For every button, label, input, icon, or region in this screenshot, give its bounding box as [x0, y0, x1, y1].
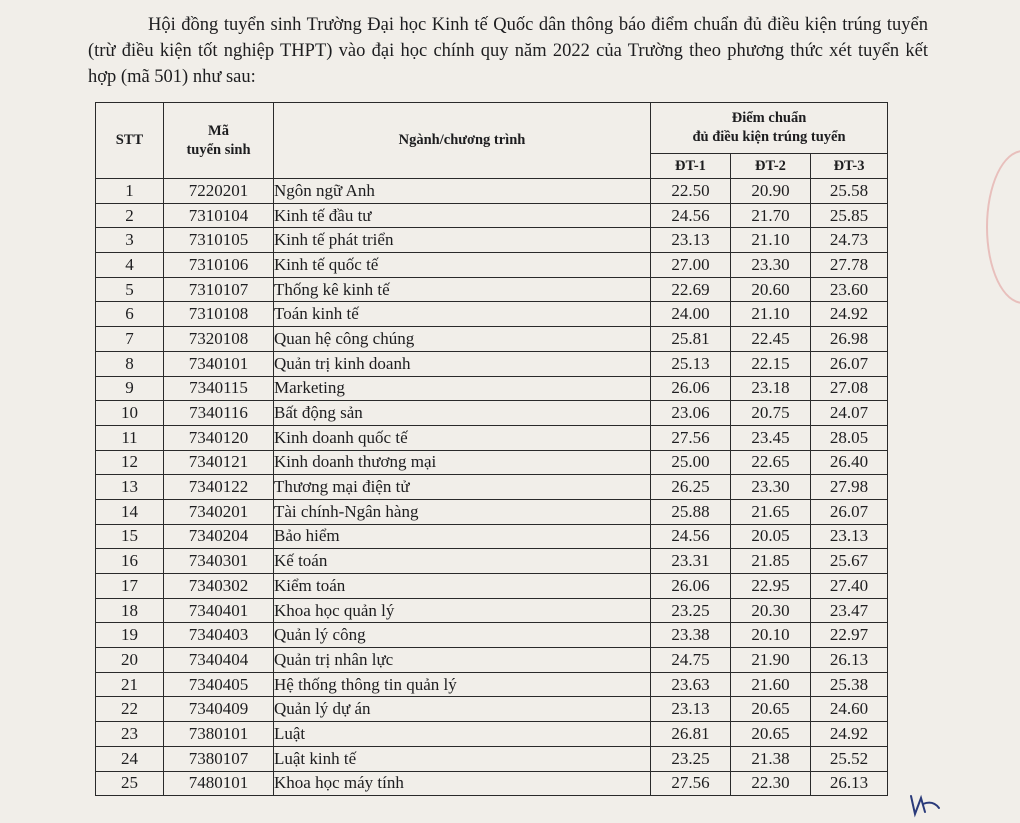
red-stamp-edge: [986, 150, 1020, 304]
cell-code: 7220201: [164, 179, 274, 204]
cell-dt2: 22.95: [731, 574, 811, 599]
cell-code: 7340405: [164, 672, 274, 697]
cell-code: 7310106: [164, 253, 274, 278]
cell-dt2: 21.85: [731, 549, 811, 574]
cell-dt1: 23.25: [651, 598, 731, 623]
cell-dt1: 25.88: [651, 499, 731, 524]
table-row: [96, 203, 888, 228]
cell-stt: 10: [96, 401, 164, 426]
cell-program: Kinh tế phát triển: [274, 228, 651, 253]
header-code-line1: Mã: [208, 122, 229, 139]
cell-dt3: 22.97: [811, 623, 888, 648]
cell-dt1: 23.63: [651, 672, 731, 697]
cell-dt2: 21.10: [731, 302, 811, 327]
cell-stt: 6: [96, 302, 164, 327]
cell-program: Bất động sản: [274, 401, 651, 426]
table-row: [96, 648, 888, 673]
cell-dt3: 23.60: [811, 277, 888, 302]
cell-program: Luật: [274, 722, 651, 747]
cell-stt: 22: [96, 697, 164, 722]
cell-dt2: 20.65: [731, 722, 811, 747]
cell-dt1: 23.31: [651, 549, 731, 574]
cell-code: 7310108: [164, 302, 274, 327]
cell-dt1: 24.56: [651, 203, 731, 228]
header-dt2: ĐT-2: [731, 154, 811, 179]
table-row: [96, 425, 888, 450]
cell-stt: 12: [96, 450, 164, 475]
cell-stt: 3: [96, 228, 164, 253]
cell-dt1: 23.38: [651, 623, 731, 648]
cell-code: 7480101: [164, 771, 274, 796]
cell-stt: 16: [96, 549, 164, 574]
cell-dt1: 26.06: [651, 376, 731, 401]
cell-dt1: 26.81: [651, 722, 731, 747]
admission-score-table: [95, 102, 888, 796]
cell-code: 7340301: [164, 549, 274, 574]
cell-dt3: 25.85: [811, 203, 888, 228]
table-row: [96, 302, 888, 327]
cell-dt1: 26.25: [651, 475, 731, 500]
cell-code: 7380101: [164, 722, 274, 747]
cell-dt2: 23.18: [731, 376, 811, 401]
cell-code: 7340403: [164, 623, 274, 648]
header-dt1: ĐT-1: [651, 154, 731, 179]
cell-stt: 2: [96, 203, 164, 228]
cell-dt3: 24.92: [811, 722, 888, 747]
cell-code: 7340409: [164, 697, 274, 722]
cell-code: 7340404: [164, 648, 274, 673]
cell-program: Hệ thống thông tin quản lý: [274, 672, 651, 697]
cell-dt1: 25.00: [651, 450, 731, 475]
cell-program: Ngôn ngữ Anh: [274, 179, 651, 204]
cell-code: 7380107: [164, 746, 274, 771]
cell-code: 7340120: [164, 425, 274, 450]
cell-dt2: 20.60: [731, 277, 811, 302]
cell-dt3: 26.13: [811, 771, 888, 796]
cell-stt: 25: [96, 771, 164, 796]
header-program: Ngành/chương trình: [274, 103, 651, 179]
cell-dt2: 20.75: [731, 401, 811, 426]
header-dt3: ĐT-3: [811, 154, 888, 179]
cell-dt2: 21.38: [731, 746, 811, 771]
table-header: [96, 103, 888, 179]
cell-program: Tài chính-Ngân hàng: [274, 499, 651, 524]
cell-dt1: 24.00: [651, 302, 731, 327]
cell-dt3: 23.13: [811, 524, 888, 549]
cell-program: Kế toán: [274, 549, 651, 574]
cell-program: Kinh doanh quốc tế: [274, 425, 651, 450]
cell-dt2: 21.65: [731, 499, 811, 524]
cell-dt3: 25.67: [811, 549, 888, 574]
cell-dt3: 27.08: [811, 376, 888, 401]
cell-stt: 8: [96, 351, 164, 376]
cell-dt3: 25.38: [811, 672, 888, 697]
cell-dt2: 22.15: [731, 351, 811, 376]
cell-stt: 18: [96, 598, 164, 623]
cell-code: 7340101: [164, 351, 274, 376]
table-row: [96, 697, 888, 722]
signature-initial: [905, 790, 945, 818]
table-row: [96, 771, 888, 796]
cell-stt: 9: [96, 376, 164, 401]
cell-dt1: 27.56: [651, 425, 731, 450]
cell-dt2: 22.30: [731, 771, 811, 796]
cell-dt1: 23.06: [651, 401, 731, 426]
cell-code: 7340204: [164, 524, 274, 549]
cell-dt3: 24.60: [811, 697, 888, 722]
cell-stt: 7: [96, 327, 164, 352]
cell-code: 7340116: [164, 401, 274, 426]
cell-dt1: 27.00: [651, 253, 731, 278]
cell-dt2: 20.10: [731, 623, 811, 648]
cell-stt: 11: [96, 425, 164, 450]
cell-stt: 5: [96, 277, 164, 302]
cell-code: 7340302: [164, 574, 274, 599]
cell-code: 7340121: [164, 450, 274, 475]
header-score-group: [651, 103, 888, 154]
table-row: [96, 351, 888, 376]
cell-dt3: 23.47: [811, 598, 888, 623]
cell-dt2: 21.60: [731, 672, 811, 697]
table-body: [96, 179, 888, 796]
cell-dt2: 20.90: [731, 179, 811, 204]
cell-program: Thống kê kinh tế: [274, 277, 651, 302]
cell-dt3: 26.40: [811, 450, 888, 475]
table-row: [96, 598, 888, 623]
cell-dt3: 25.58: [811, 179, 888, 204]
cell-program: Kinh doanh thương mại: [274, 450, 651, 475]
cell-dt3: 27.78: [811, 253, 888, 278]
cell-dt2: 23.45: [731, 425, 811, 450]
table-row: [96, 376, 888, 401]
table-row: [96, 722, 888, 747]
cell-dt2: 20.65: [731, 697, 811, 722]
cell-stt: 20: [96, 648, 164, 673]
cell-dt3: 24.92: [811, 302, 888, 327]
table-row: [96, 549, 888, 574]
table-row: [96, 499, 888, 524]
cell-dt3: 25.52: [811, 746, 888, 771]
cell-dt3: 26.07: [811, 351, 888, 376]
table-row: [96, 524, 888, 549]
table-row: [96, 475, 888, 500]
table-row: [96, 623, 888, 648]
header-stt: STT: [96, 103, 164, 179]
cell-code: 7340115: [164, 376, 274, 401]
cell-code: 7340122: [164, 475, 274, 500]
cell-program: Thương mại điện tử: [274, 475, 651, 500]
cell-dt1: 24.56: [651, 524, 731, 549]
cell-dt3: 28.05: [811, 425, 888, 450]
cell-dt2: 23.30: [731, 253, 811, 278]
header-score-line2: đủ điều kiện trúng tuyển: [692, 129, 846, 145]
cell-program: Kinh tế đầu tư: [274, 203, 651, 228]
cell-dt1: 22.50: [651, 179, 731, 204]
cell-dt2: 21.90: [731, 648, 811, 673]
cell-program: Khoa học máy tính: [274, 771, 651, 796]
header-score-line1: Điểm chuẩn: [731, 110, 807, 126]
table-row: [96, 327, 888, 352]
cell-program: Toán kinh tế: [274, 302, 651, 327]
cell-program: Kiểm toán: [274, 574, 651, 599]
cell-stt: 17: [96, 574, 164, 599]
table-row: [96, 277, 888, 302]
cell-dt1: 23.25: [651, 746, 731, 771]
cell-code: 7310104: [164, 203, 274, 228]
cell-dt2: 23.30: [731, 475, 811, 500]
cell-dt2: 20.05: [731, 524, 811, 549]
table-row: [96, 253, 888, 278]
cell-dt1: 22.69: [651, 277, 731, 302]
header-code-line2: tuyển sinh: [186, 141, 251, 158]
cell-stt: 23: [96, 722, 164, 747]
cell-stt: 4: [96, 253, 164, 278]
table-row: [96, 228, 888, 253]
cell-program: Kinh tế quốc tế: [274, 253, 651, 278]
cell-program: Luật kinh tế: [274, 746, 651, 771]
cell-dt3: 27.98: [811, 475, 888, 500]
cell-stt: 24: [96, 746, 164, 771]
table-row: [96, 746, 888, 771]
cell-dt2: 20.30: [731, 598, 811, 623]
header-code: [164, 103, 274, 179]
cell-dt2: 22.45: [731, 327, 811, 352]
table-row: [96, 672, 888, 697]
cell-program: Quản lý công: [274, 623, 651, 648]
table-row: [96, 401, 888, 426]
cell-dt3: 26.98: [811, 327, 888, 352]
cell-dt1: 27.56: [651, 771, 731, 796]
cell-program: Quan hệ công chúng: [274, 327, 651, 352]
cell-dt1: 24.75: [651, 648, 731, 673]
cell-dt1: 23.13: [651, 697, 731, 722]
table-row: [96, 179, 888, 204]
cell-stt: 13: [96, 475, 164, 500]
table-row: [96, 574, 888, 599]
cell-program: Quản trị nhân lực: [274, 648, 651, 673]
cell-dt2: 21.70: [731, 203, 811, 228]
cell-code: 7310107: [164, 277, 274, 302]
cell-program: Marketing: [274, 376, 651, 401]
cell-dt3: 24.07: [811, 401, 888, 426]
intro-paragraph: Hội đồng tuyển sinh Trường Đại học Kinh tế Quốc dân thông báo điểm chuẩn đủ điều kiện trúng tuyển (trừ điều kiện tốt nghiệp THPT) vào đại học chính quy năm 2022 của Trường theo phương thức xét tuyển kết hợp (mã 501) như sau:: [88, 15, 928, 87]
cell-dt2: 22.65: [731, 450, 811, 475]
cell-dt1: 26.06: [651, 574, 731, 599]
cell-dt1: 23.13: [651, 228, 731, 253]
cell-dt3: 26.13: [811, 648, 888, 673]
cell-code: 7310105: [164, 228, 274, 253]
cell-dt1: 25.81: [651, 327, 731, 352]
cell-program: Quản trị kinh doanh: [274, 351, 651, 376]
table-row: [96, 450, 888, 475]
cell-stt: 1: [96, 179, 164, 204]
cell-dt3: 24.73: [811, 228, 888, 253]
cell-program: Bảo hiểm: [274, 524, 651, 549]
cell-stt: 19: [96, 623, 164, 648]
cell-dt1: 25.13: [651, 351, 731, 376]
cell-program: Quản lý dự án: [274, 697, 651, 722]
cell-dt3: 27.40: [811, 574, 888, 599]
cell-dt2: 21.10: [731, 228, 811, 253]
cell-dt3: 26.07: [811, 499, 888, 524]
cell-code: 7340201: [164, 499, 274, 524]
cell-code: 7340401: [164, 598, 274, 623]
cell-stt: 21: [96, 672, 164, 697]
cell-program: Khoa học quản lý: [274, 598, 651, 623]
cell-code: 7320108: [164, 327, 274, 352]
cell-stt: 14: [96, 499, 164, 524]
cell-stt: 15: [96, 524, 164, 549]
